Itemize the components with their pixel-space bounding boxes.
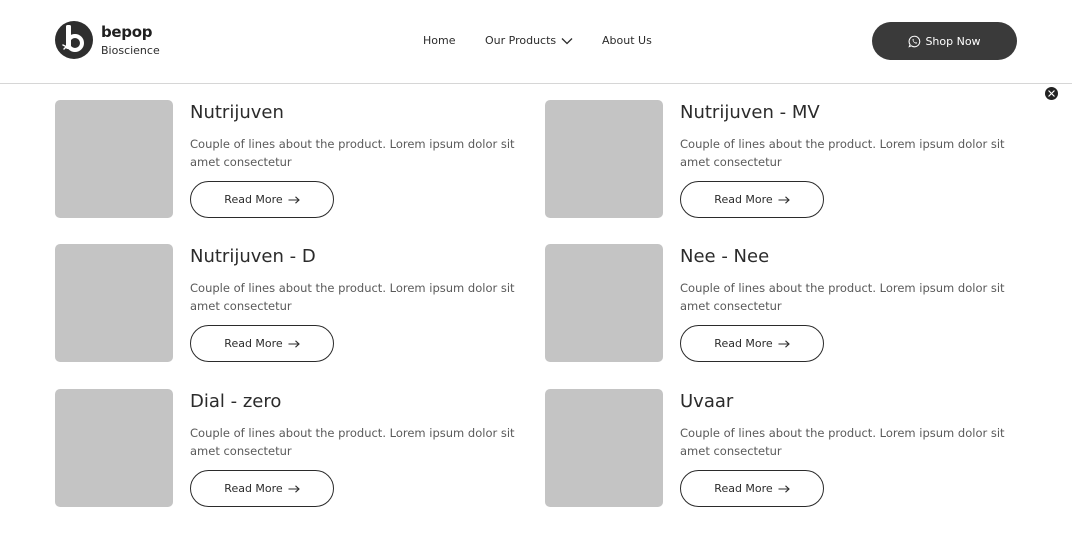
- arrow-right-icon: [288, 340, 300, 348]
- product-image-placeholder: [545, 389, 663, 507]
- product-title: Nee - Nee: [680, 246, 770, 267]
- brand-word: bepop: [101, 22, 153, 41]
- read-more-button[interactable]: [680, 470, 824, 507]
- arrow-right-icon: [288, 485, 300, 493]
- arrow-right-icon: [288, 196, 300, 204]
- product-description: Couple of lines about the product. Lorem ipsum dolor sit amet consectetur: [190, 426, 515, 458]
- product-description: Couple of lines about the product. Lorem ipsum dolor sit amet consectetur: [680, 426, 1005, 458]
- product-card: [55, 100, 530, 218]
- product-description: Couple of lines about the product. Lorem ipsum dolor sit amet consectetur: [190, 137, 515, 169]
- product-image-placeholder: [55, 100, 173, 218]
- nav-our-products-label: Our Products: [485, 34, 557, 47]
- product-card: [55, 389, 530, 507]
- product-card: [545, 389, 1020, 507]
- product-title: Nutrijuven: [190, 102, 284, 123]
- shop-now-button[interactable]: [872, 22, 1017, 60]
- product-image-placeholder: [545, 100, 663, 218]
- read-more-label: Read More: [224, 337, 283, 350]
- read-more-label: Read More: [714, 337, 773, 350]
- read-more-button[interactable]: [190, 181, 334, 218]
- shop-now-label: Shop Now: [925, 34, 981, 48]
- close-button[interactable]: [1045, 87, 1058, 100]
- nav-about-us[interactable]: About Us: [602, 34, 652, 47]
- product-image-placeholder: [545, 244, 663, 362]
- product-title: Nutrijuven - D: [190, 246, 316, 267]
- product-title: Dial - zero: [190, 391, 282, 412]
- product-image-placeholder: [55, 389, 173, 507]
- read-more-label: Read More: [714, 193, 773, 206]
- product-card: [545, 100, 1020, 218]
- product-description: Couple of lines about the product. Lorem ipsum dolor sit amet consectetur: [190, 281, 515, 313]
- nav-home[interactable]: Home: [423, 34, 456, 47]
- read-more-label: Read More: [714, 482, 773, 495]
- read-more-button[interactable]: [190, 325, 334, 362]
- read-more-button[interactable]: [190, 470, 334, 507]
- nav-our-products[interactable]: [485, 34, 573, 47]
- arrow-right-icon: [778, 196, 790, 204]
- chevron-down-icon: [561, 37, 573, 45]
- read-more-label: Read More: [224, 482, 283, 495]
- product-title: Uvaar: [680, 391, 734, 412]
- arrow-right-icon: [778, 340, 790, 348]
- product-card: [545, 244, 1020, 362]
- product-image-placeholder: [55, 244, 173, 362]
- brand-sub: Bioscience: [101, 43, 160, 57]
- read-more-label: Read More: [224, 193, 283, 206]
- read-more-button[interactable]: [680, 181, 824, 218]
- close-icon: [1048, 90, 1055, 97]
- read-more-button[interactable]: [680, 325, 824, 362]
- product-card: [55, 244, 530, 362]
- site-header: [0, 0, 1072, 84]
- product-description: Couple of lines about the product. Lorem ipsum dolor sit amet consectetur: [680, 281, 1005, 313]
- whatsapp-icon: [908, 35, 921, 48]
- product-description: Couple of lines about the product. Lorem ipsum dolor sit amet consectetur: [680, 137, 1005, 169]
- arrow-right-icon: [778, 485, 790, 493]
- product-title: Nutrijuven - MV: [680, 102, 820, 123]
